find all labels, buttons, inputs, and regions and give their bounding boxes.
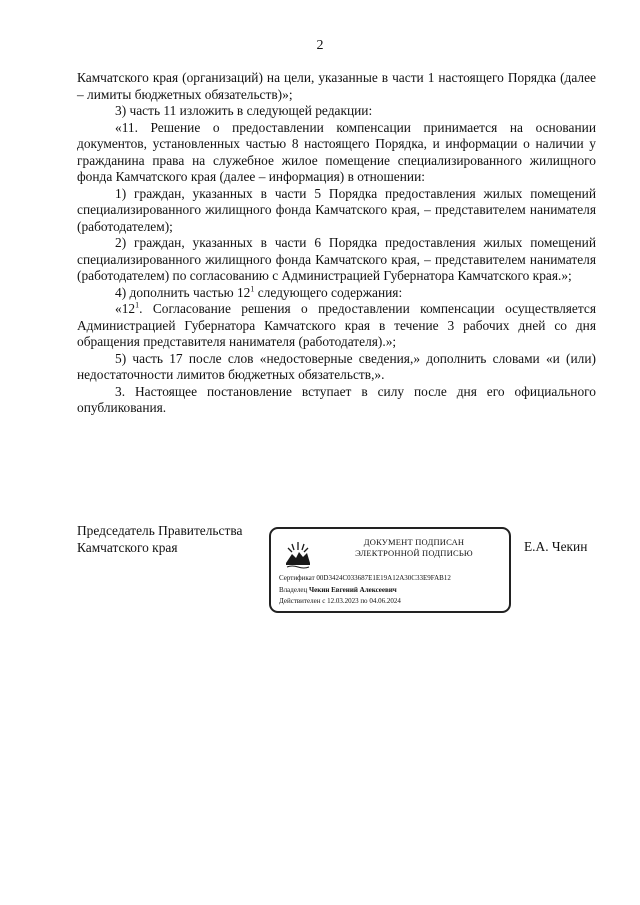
paragraph-clause-3: 3. Настоящее постановление вступает в силу после дня его официального опубликования. bbox=[77, 383, 596, 415]
paragraph-item-4-text: 4) дополнить частью 12 bbox=[115, 284, 251, 300]
signer-name: Е.А. Чекин bbox=[524, 539, 588, 554]
stamp-certificate-label: Сертификат bbox=[279, 574, 315, 582]
stamp-title bbox=[319, 537, 509, 559]
stamp-owner-row bbox=[279, 585, 451, 597]
paragraph-continuation: Камчатского края (организаций) на цели, указанные в части 1 настоящего Порядка (далее – лимиты бюджетных обязательств)»; bbox=[77, 70, 596, 102]
paragraph-item-4-text-tail: следующего содержания: bbox=[254, 284, 403, 300]
paragraph-part-12-1-number: «12 bbox=[115, 301, 136, 316]
stamp-valid-label: Действителен с bbox=[279, 597, 326, 605]
paragraph-subitem-1: 1) граждан, указанных в части 5 Порядка предоставления жилых помещений специализированного жилищного фонда Камчатского края, – представителем нанимателя (работодателем); bbox=[77, 185, 596, 234]
superscript: 1 bbox=[135, 300, 140, 310]
paragraph-item-3: 3) часть 11 изложить в следующей редакции: bbox=[115, 103, 373, 118]
superscript: 1 bbox=[250, 284, 255, 294]
page-number: 2 bbox=[316, 38, 324, 53]
paragraph-part-12-1-text: . Согласование решения о предоставлении компенсации осуществляется Администрацией Губернатора Камчатского края в течение 3 рабочих дней со дня обращения представителя нанимателя (работодателя).»; bbox=[77, 301, 596, 349]
stamp-valid-to: 04.06.2024 bbox=[369, 597, 401, 605]
paragraph-item-4 bbox=[77, 285, 596, 302]
signatory-position bbox=[77, 522, 242, 556]
stamp-details bbox=[279, 573, 451, 608]
stamp-certificate-row bbox=[279, 573, 451, 585]
signatory-position-line-2: Камчатского края bbox=[77, 540, 178, 555]
stamp-validity-row bbox=[279, 596, 451, 608]
stamp-title-line-1: ДОКУМЕНТ ПОДПИСАН bbox=[363, 537, 465, 547]
stamp-certificate-value: 00D3424C033687E1E19A12A30C33E9FAB12 bbox=[316, 574, 451, 582]
stamp-owner-value: Чекин Евгений Алексеевич bbox=[309, 585, 397, 594]
stamp-valid-from: 12.03.2023 bbox=[327, 597, 359, 605]
stamp-valid-to-label: по bbox=[360, 597, 368, 605]
document-body bbox=[77, 70, 596, 417]
signatory-position-line-1: Председатель Правительства bbox=[77, 523, 243, 538]
paragraph-item-5: 5) часть 17 после слов «недостоверные сведения,» дополнить словами «и (или) недостаточности лимитов бюджетных обязательств,». bbox=[77, 350, 596, 382]
electronic-signature-stamp bbox=[269, 527, 511, 613]
stamp-owner-label: Владелец bbox=[279, 585, 308, 594]
kamchatka-emblem-icon bbox=[283, 541, 313, 569]
paragraph-part-11: «11. Решение о предоставлении компенсации принимается на основании документов, установленных частью 8 настоящего Порядка, и информации о наличии у гражданина права на служебное жилое помещение специализированного жилищного фонда Камчатского края (далее – информация) в отношении: bbox=[77, 119, 596, 184]
paragraph-subitem-2: 2) граждан, указанных в части 6 Порядка предоставления жилых помещений специализированного жилищного фонда Камчатского края, – представителем нанимателя (работодателем) по согласованию с Администрацией Губернатора Камчатского края.»; bbox=[77, 235, 596, 283]
stamp-title-line-2: ЭЛЕКТРОННОЙ ПОДПИСЬЮ bbox=[355, 548, 473, 558]
paragraph-part-12-1 bbox=[77, 301, 596, 351]
